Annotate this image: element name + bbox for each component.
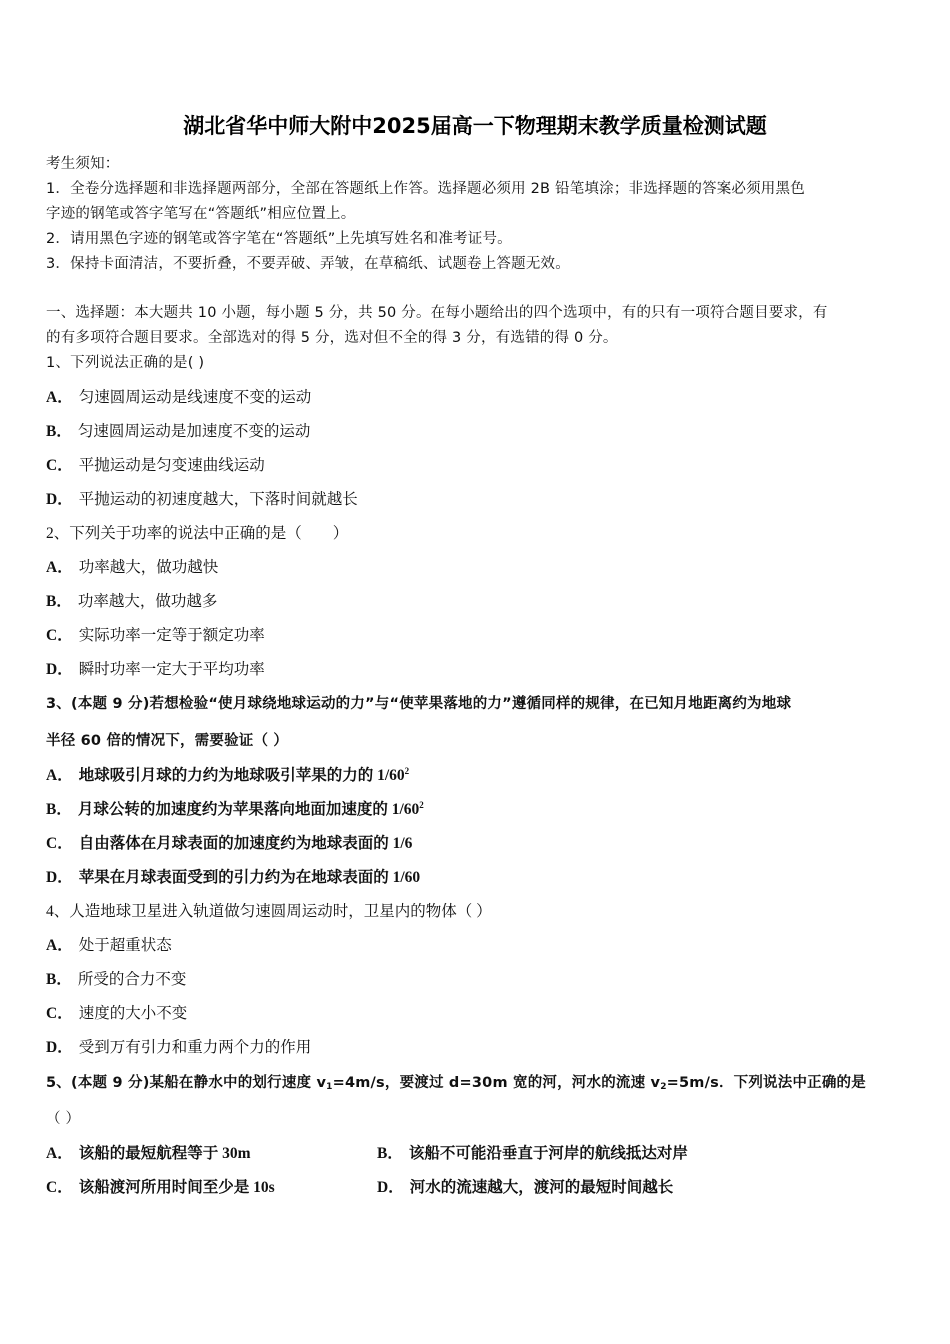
question-2-option-c (46, 623, 265, 645)
option-label: A． (46, 1145, 73, 1162)
question-4-option-b (46, 967, 186, 989)
option-label: C． (46, 457, 73, 474)
stem-text: =5m/s．下列说法中正确的是 (666, 1075, 866, 1091)
question-3-option-c (46, 831, 412, 853)
option-label: B． (377, 1145, 403, 1162)
question-5-option-a (46, 1141, 251, 1163)
notice-item-1: 1．全卷分选择题和非选择题两部分，全部在答题纸上作答。选择题必须用 2B 铅笔填涂；非选择题的答案必须用黑色 (46, 181, 805, 197)
question-2-option-b (46, 589, 217, 611)
notice-item-1-cont: 字迹的钢笔或答字笔写在“答题纸”相应位置上。 (46, 206, 356, 222)
document-title: 湖北省华中师大附中2025届高一下物理期末教学质量检测试题 (183, 114, 767, 138)
question-2-option-a (46, 555, 218, 577)
option-label: B． (46, 593, 72, 610)
stem-text: 5、(本题 9 分)某船在静水中的划行速度 v (46, 1075, 327, 1091)
question-4-option-a (46, 933, 172, 955)
option-label: B． (46, 971, 72, 988)
option-text: 自由落体在月球表面的加速度约为地球表面的 1/6 (78, 835, 413, 852)
question-5-option-c (46, 1175, 275, 1197)
question-5-option-d (377, 1175, 673, 1197)
option-label: B． (46, 423, 72, 440)
option-label: C． (46, 627, 73, 644)
question-1-option-b (46, 419, 310, 441)
option-label: B． (46, 801, 72, 818)
option-text: 该船不可能沿垂直于河岸的航线抵达对岸 (408, 1145, 688, 1162)
question-1-stem: 1、下列说法正确的是( ) (46, 355, 205, 371)
question-1-option-d (46, 487, 358, 509)
question-1-option-c (46, 453, 265, 475)
question-5-stem-line2: （ ） (46, 1111, 81, 1127)
question-3-stem-line1: 3、(本题 9 分)若想检验“使月球绕地球运动的力”与“使苹果落地的力”遵循同样的规律，在已知月地距离约为地球 (46, 696, 792, 712)
question-5-option-b (377, 1141, 688, 1163)
option-text: 苹果在月球表面受到的引力约为在地球表面的 1/60 (78, 869, 421, 886)
question-3-option-a (46, 763, 409, 785)
option-text: 匀速圆周运动是线速度不变的运动 (78, 389, 312, 406)
option-label: A． (46, 937, 73, 954)
option-text: 处于超重状态 (78, 937, 172, 954)
option-text: 平抛运动的初速度越大，下落时间就越长 (78, 491, 358, 508)
question-4-stem: 4、人造地球卫星进入轨道做匀速圆周运动时，卫星内的物体（ ） (46, 903, 492, 920)
option-text: 瞬时功率一定大于平均功率 (78, 661, 265, 678)
subscript: 2 (660, 1082, 667, 1092)
question-3-option-b (46, 797, 424, 819)
option-text: 地球吸引月球的力约为地球吸引苹果的力的 1/60 (78, 767, 405, 784)
subscript: 1 (326, 1082, 333, 1092)
option-label: D． (46, 869, 73, 886)
question-5-stem-line1 (46, 1071, 866, 1092)
option-text: 功率越大，做功越多 (77, 593, 218, 610)
option-text: 受到万有引力和重力两个力的作用 (78, 1039, 312, 1056)
option-label: A． (46, 767, 73, 784)
question-4-option-c (46, 1001, 187, 1023)
section-instructions-line2: 的有多项符合题目要求。全部选对的得 5 分，选对但不全的得 3 分，有选错的得 0 分。 (46, 330, 618, 346)
option-text: 平抛运动是匀变速曲线运动 (78, 457, 265, 474)
option-text: 所受的合力不变 (77, 971, 187, 988)
question-2-stem: 2、下列关于功率的说法中正确的是（ ） (46, 525, 349, 542)
option-text: 该船的最短航程等于 30m (78, 1145, 251, 1162)
option-text: 河水的流速越大，渡河的最短时间越长 (409, 1179, 674, 1196)
question-1-option-a (46, 385, 311, 407)
option-label: D． (46, 1039, 73, 1056)
option-label: C． (46, 1179, 73, 1196)
option-text: 该船渡河所用时间至少是 10s (78, 1179, 275, 1196)
question-3-stem-line2: 半径 60 倍的情况下，需要验证（ ） (46, 733, 289, 749)
option-label: A． (46, 389, 73, 406)
option-label: C． (46, 835, 73, 852)
notice-item-2: 2．请用黑色字迹的钢笔或答字笔在“答题纸”上先填写姓名和准考证号。 (46, 231, 512, 247)
notice-item-3: 3．保持卡面清洁，不要折叠，不要弄破、弄皱，在草稿纸、试题卷上答题无效。 (46, 256, 570, 272)
superscript: 2 (419, 800, 424, 810)
option-text: 速度的大小不变 (78, 1005, 188, 1022)
option-label: D． (377, 1179, 404, 1196)
stem-text: =4m/s，要渡过 d=30m 宽的河，河水的流速 v (332, 1075, 661, 1091)
option-text: 实际功率一定等于额定功率 (78, 627, 265, 644)
option-text: 功率越大，做功越快 (78, 559, 219, 576)
option-label: A． (46, 559, 73, 576)
section-instructions-line1: 一、选择题：本大题共 10 小题，每小题 5 分，共 50 分。在每小题给出的四个选项中，有的只有一项符合题目要求，有 (46, 305, 828, 321)
option-label: D． (46, 661, 73, 678)
option-label: D． (46, 491, 73, 508)
superscript: 2 (404, 766, 410, 776)
question-4-option-d (46, 1035, 311, 1057)
question-3-option-d (46, 865, 420, 887)
option-label: C． (46, 1005, 73, 1022)
option-text: 月球公转的加速度约为苹果落向地面加速度的 1/60 (77, 801, 420, 818)
notice-heading: 考生须知： (46, 156, 120, 172)
question-2-option-d (46, 657, 265, 679)
option-text: 匀速圆周运动是加速度不变的运动 (77, 423, 311, 440)
